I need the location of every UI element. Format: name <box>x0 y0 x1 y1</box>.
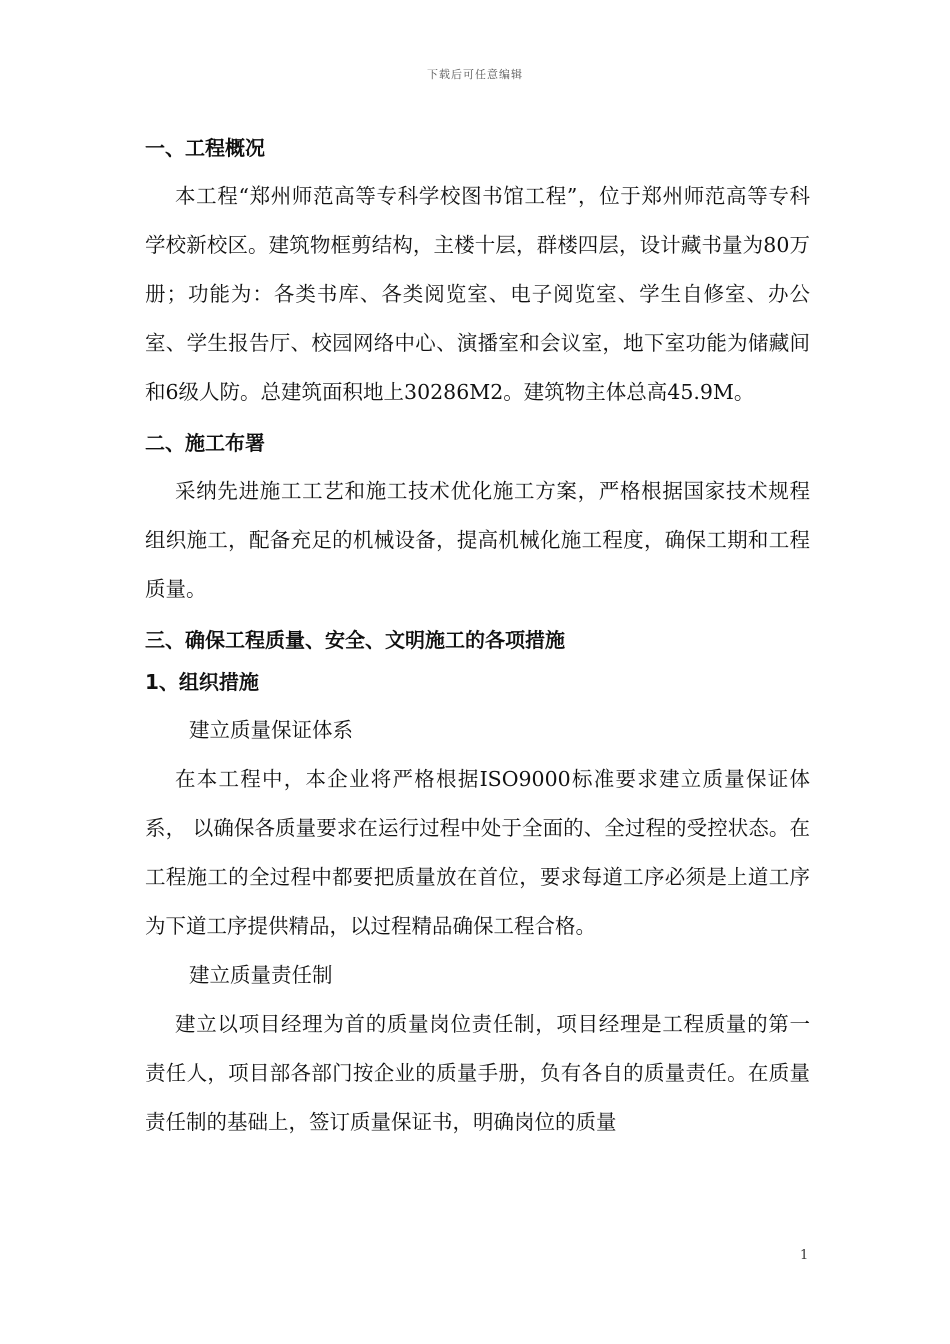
section-title-deployment: 二、施工布署 <box>145 431 265 455</box>
subheading-quality-responsibility: 建立质量责任制 <box>189 963 333 987</box>
paragraph-deployment: 采纳先进施工工艺和施工技术优化施工方案，严格根据国家技术规程组织施工，配备充足的机械设备，提高机械化施工程度，确保工期和工程质量。 <box>145 479 810 601</box>
paragraph-quality-system: 在本工程中，本企业将严格根据ISO9000标准要求建立质量保证体系， 以确保各质量要求在运行过程中处于全面的、全过程的受控状态。在工程施工的全过程中都要把质量放在首位，要求每道工序必须是上道工序为下道工序提供精品，以过程精品确保工程合格。 <box>145 767 810 938</box>
subsection-title-organization: 1、组织措施 <box>145 670 259 694</box>
document-body <box>145 130 810 1147</box>
section-title-overview: 一、工程概况 <box>145 136 265 160</box>
section-title-measures: 三、确保工程质量、安全、文明施工的各项措施 <box>145 628 565 652</box>
subheading-quality-system: 建立质量保证体系 <box>189 718 353 742</box>
paragraph-quality-responsibility: 建立以项目经理为首的质量岗位责任制，项目经理是工程质量的第一责任人，项目部各部门按企业的质量手册，负有各自的质量责任。在质量责任制的基础上，签订质量保证书，明确岗位的质量 <box>145 1012 810 1134</box>
header-note: 下载后可任意编辑 <box>427 68 523 81</box>
paragraph-overview: 本工程“郑州师范高等专科学校图书馆工程”，位于郑州师范高等专科学校新校区。建筑物框剪结构，主楼十层，群楼四层，设计藏书量为80万册；功能为：各类书库、各类阅览室、电子阅览室、学生自修室、办公室、学生报告厅、校园网络中心、演播室和会议室，地下室功能为储藏间和6级人防。总建筑面积地上30286M2。建筑物主体总高45.9M。 <box>145 184 810 404</box>
page-number: 1 <box>800 1248 809 1263</box>
